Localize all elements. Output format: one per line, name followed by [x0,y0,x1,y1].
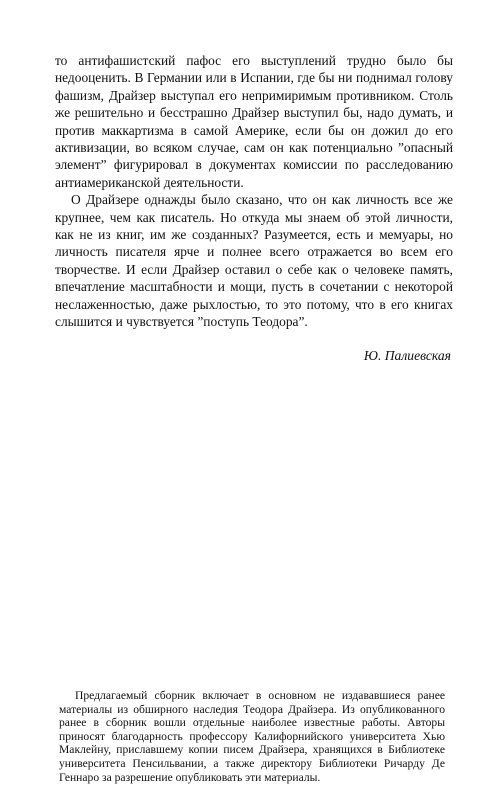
main-text [55,52,453,331]
paragraph-1: то антифашистский пафос его выступлений трудно было бы недооценить. В Германии или в Испании, где бы ни поднимал голову фашизм, Драйзер выступал его непримиримым противником. Столь же решительно и бесстрашно Драйзер выступил бы, надо думать, и против маккартизма в самой Америке, если бы он дожил до его активизации, во всяком случае, сам он как потенциально ”опасный элемент” фигурировал в документах комиссии по расследованию антиамериканской деятельности. [55,53,453,190]
author-signature: Ю. Палиевская [363,348,451,363]
footnote-text: Предлагаемый сборник включает в основном не издававшиеся ранее материалы из обширного наследия Теодора Драйзера. Из опубликованного ранее в сборник вошли отдельные наиболее известные работы. Авторы приносят благодарность профессору Калифорнийского университета Хью Маклейну, приславшему копии писем Драйзера, хранящихся в Библиотеке университета Пенсильвании, а также директору Библиотеки Ричарду Де Геннаро за разрешение опубликовать эти материалы. [59,689,445,784]
footnote [59,689,445,784]
paragraph-2: О Драйзере однажды было сказано, что он как личность все же крупнее, чем как писатель. Но откуда мы знаем об этой личности, как не из книг, им же созданных? Разумеется, есть и мемуары, но личность писателя ярче и полнее всего отражается во всем его творчестве. И если Драйзер оставил о себе как о человеке память, впечатление масштабности и мощи, пусть в сочетании с некоторой неслаженностью, даже рыхлостью, то это потому, что в его книгах слышится и чувствуется ”поступь Теодора”. [55,192,453,330]
